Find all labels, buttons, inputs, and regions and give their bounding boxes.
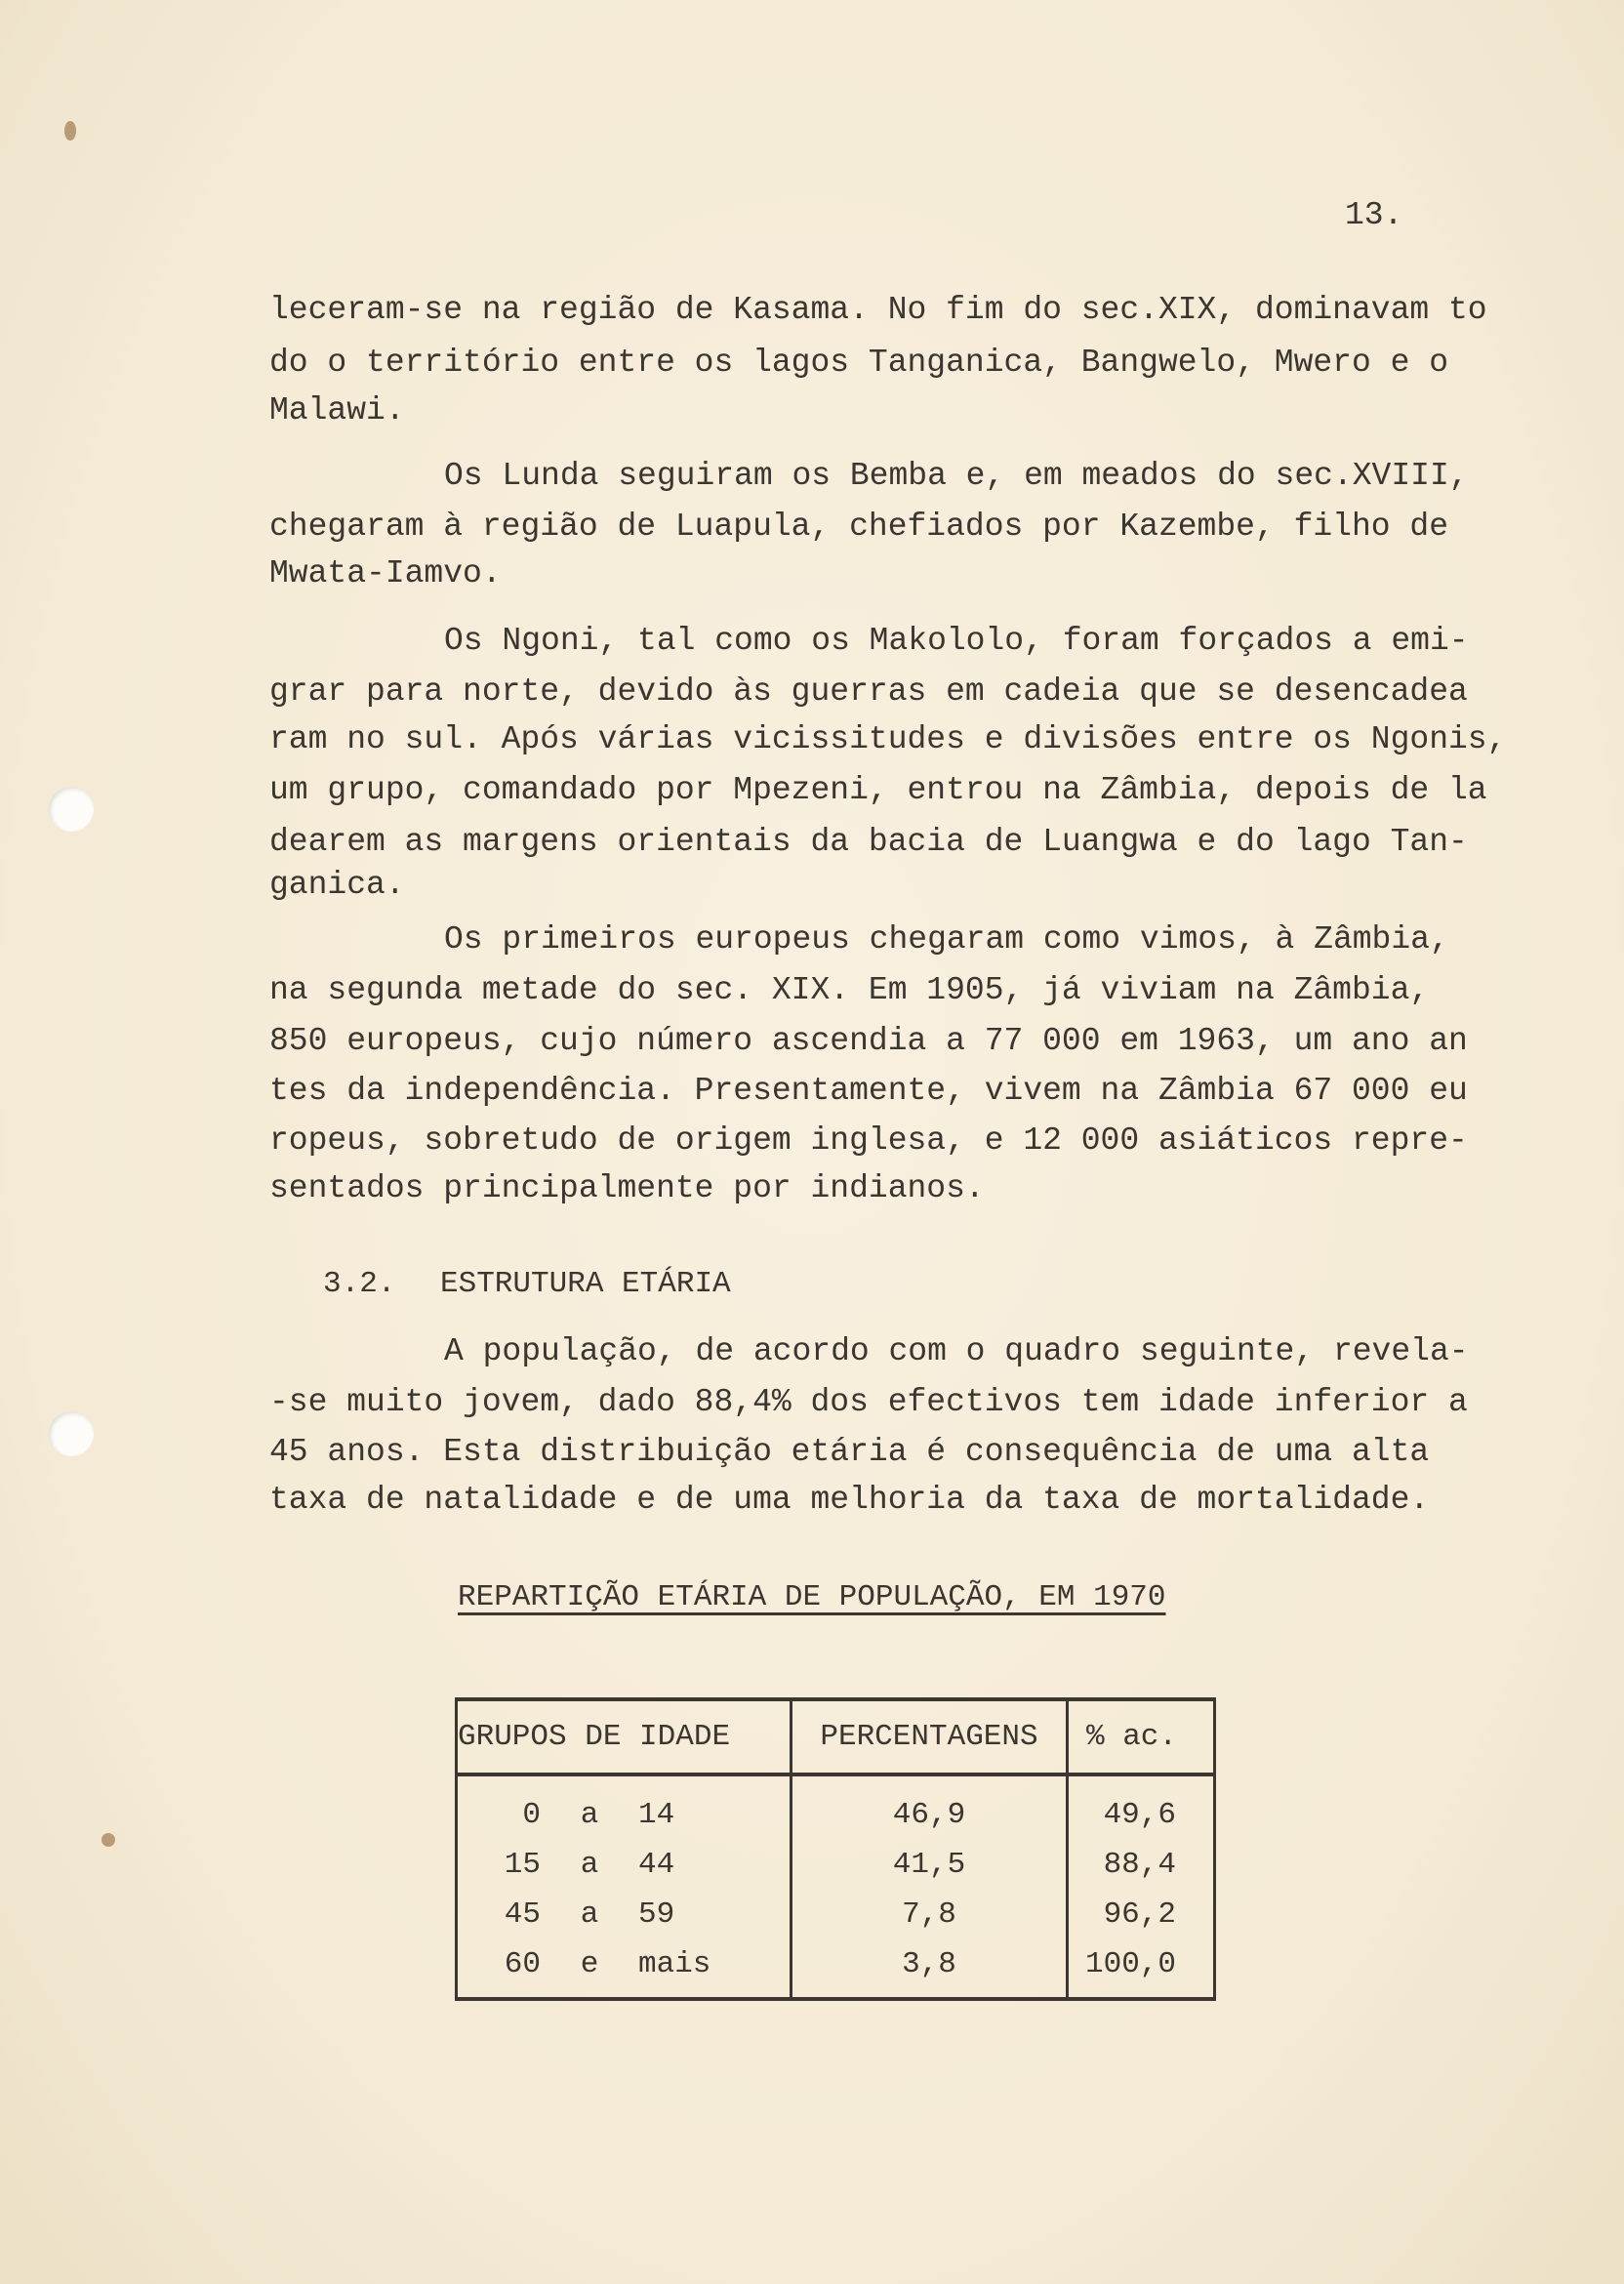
- age-sep: a: [580, 1848, 599, 1882]
- text-line: ganica.: [269, 867, 405, 903]
- age-to: 14: [638, 1798, 675, 1832]
- column-header: GRUPOS DE IDADE: [457, 1699, 792, 1774]
- table-row: [457, 1939, 1215, 1999]
- text-line: do o território entre os lagos Tanganica, Bangwelo, Mwero e o: [269, 345, 1448, 381]
- age-sep: a: [580, 1897, 599, 1932]
- age-to: 59: [638, 1897, 675, 1932]
- punch-hole: [49, 787, 94, 832]
- punch-hole: [49, 1411, 94, 1456]
- age-to: mais: [638, 1947, 711, 1981]
- text-line: Os primeiros europeus chegaram como vimos, à Zâmbia,: [444, 921, 1449, 958]
- stain-mark: [64, 121, 76, 141]
- text-line: na segunda metade do sec. XIX. Em 1905, já viviam na Zâmbia,: [269, 972, 1430, 1008]
- text-line: Malawi.: [269, 392, 405, 428]
- column-header: PERCENTAGENS: [792, 1699, 1068, 1774]
- age-distribution-table: [455, 1697, 1216, 2001]
- percentage-cell: 7,8: [792, 1890, 1068, 1939]
- table-row: [457, 1840, 1215, 1890]
- age-sep: e: [580, 1947, 599, 1981]
- text-line: ram no sul. Após várias vicissitudes e divisões entre os Ngonis,: [269, 721, 1507, 757]
- section-title: ESTRUTURA ETÁRIA: [440, 1267, 731, 1301]
- percentage-cell: 41,5: [792, 1840, 1068, 1890]
- age-from: 15: [504, 1848, 541, 1882]
- section-number: 3.2.: [323, 1267, 396, 1301]
- table-header-row: [457, 1699, 1215, 1774]
- text-line: leceram-se na região de Kasama. No fim do sec.XIX, dominavam to: [269, 292, 1487, 328]
- text-line: sentados principalmente por indianos.: [269, 1170, 985, 1206]
- text-line: 850 europeus, cujo número ascendia a 77 000 em 1963, um ano an: [269, 1023, 1468, 1059]
- cumulative-cell: 96,2: [1068, 1890, 1215, 1939]
- text-line: taxa de natalidade e de uma melhoria da taxa de mortalidade.: [269, 1482, 1430, 1518]
- stain-mark: [102, 1833, 115, 1847]
- text-line: chegaram à região de Luapula, chefiados por Kazembe, filho de: [269, 509, 1448, 545]
- cumulative-cell: 49,6: [1068, 1774, 1215, 1840]
- text-line: Os Ngoni, tal como os Makololo, foram forçados a emi-: [444, 623, 1469, 659]
- age-from: 45: [504, 1897, 541, 1932]
- column-header: % ac.: [1068, 1699, 1215, 1774]
- cumulative-cell: 88,4: [1068, 1840, 1215, 1890]
- age-sep: a: [580, 1798, 599, 1832]
- text-line: grar para norte, devido às guerras em cadeia que se desencadea: [269, 673, 1468, 710]
- text-line: Mwata-Iamvo.: [269, 555, 502, 591]
- age-to: 44: [638, 1848, 675, 1882]
- text-line: Os Lunda seguiram os Bemba e, em meados do sec.XVIII,: [444, 458, 1469, 494]
- cumulative-cell: 100,0: [1068, 1939, 1215, 1999]
- text-line: A população, de acordo com o quadro seguinte, revela-: [444, 1333, 1469, 1369]
- age-from: 60: [504, 1947, 541, 1981]
- text-line: um grupo, comandado por Mpezeni, entrou na Zâmbia, depois de la: [269, 772, 1487, 808]
- page-number: 13.: [1345, 197, 1403, 233]
- percentage-cell: 3,8: [792, 1939, 1068, 1999]
- text-line: ropeus, sobretudo de origem inglesa, e 12 000 asiáticos repre-: [269, 1122, 1468, 1159]
- table-title: REPARTIÇÃO ETÁRIA DE POPULAÇÃO, EM 1970: [458, 1580, 1166, 1614]
- text-line: 45 anos. Esta distribuição etária é consequência de uma alta: [269, 1434, 1430, 1470]
- age-from: 0: [522, 1798, 541, 1832]
- table-row: [457, 1774, 1215, 1840]
- text-line: tes da independência. Presentamente, vivem na Zâmbia 67 000 eu: [269, 1073, 1468, 1109]
- text-line: dearem as margens orientais da bacia de Luangwa e do lago Tan-: [269, 824, 1468, 860]
- text-line: -se muito jovem, dado 88,4% dos efectivos tem idade inferior a: [269, 1384, 1468, 1420]
- table-row: [457, 1890, 1215, 1939]
- percentage-cell: 46,9: [792, 1774, 1068, 1840]
